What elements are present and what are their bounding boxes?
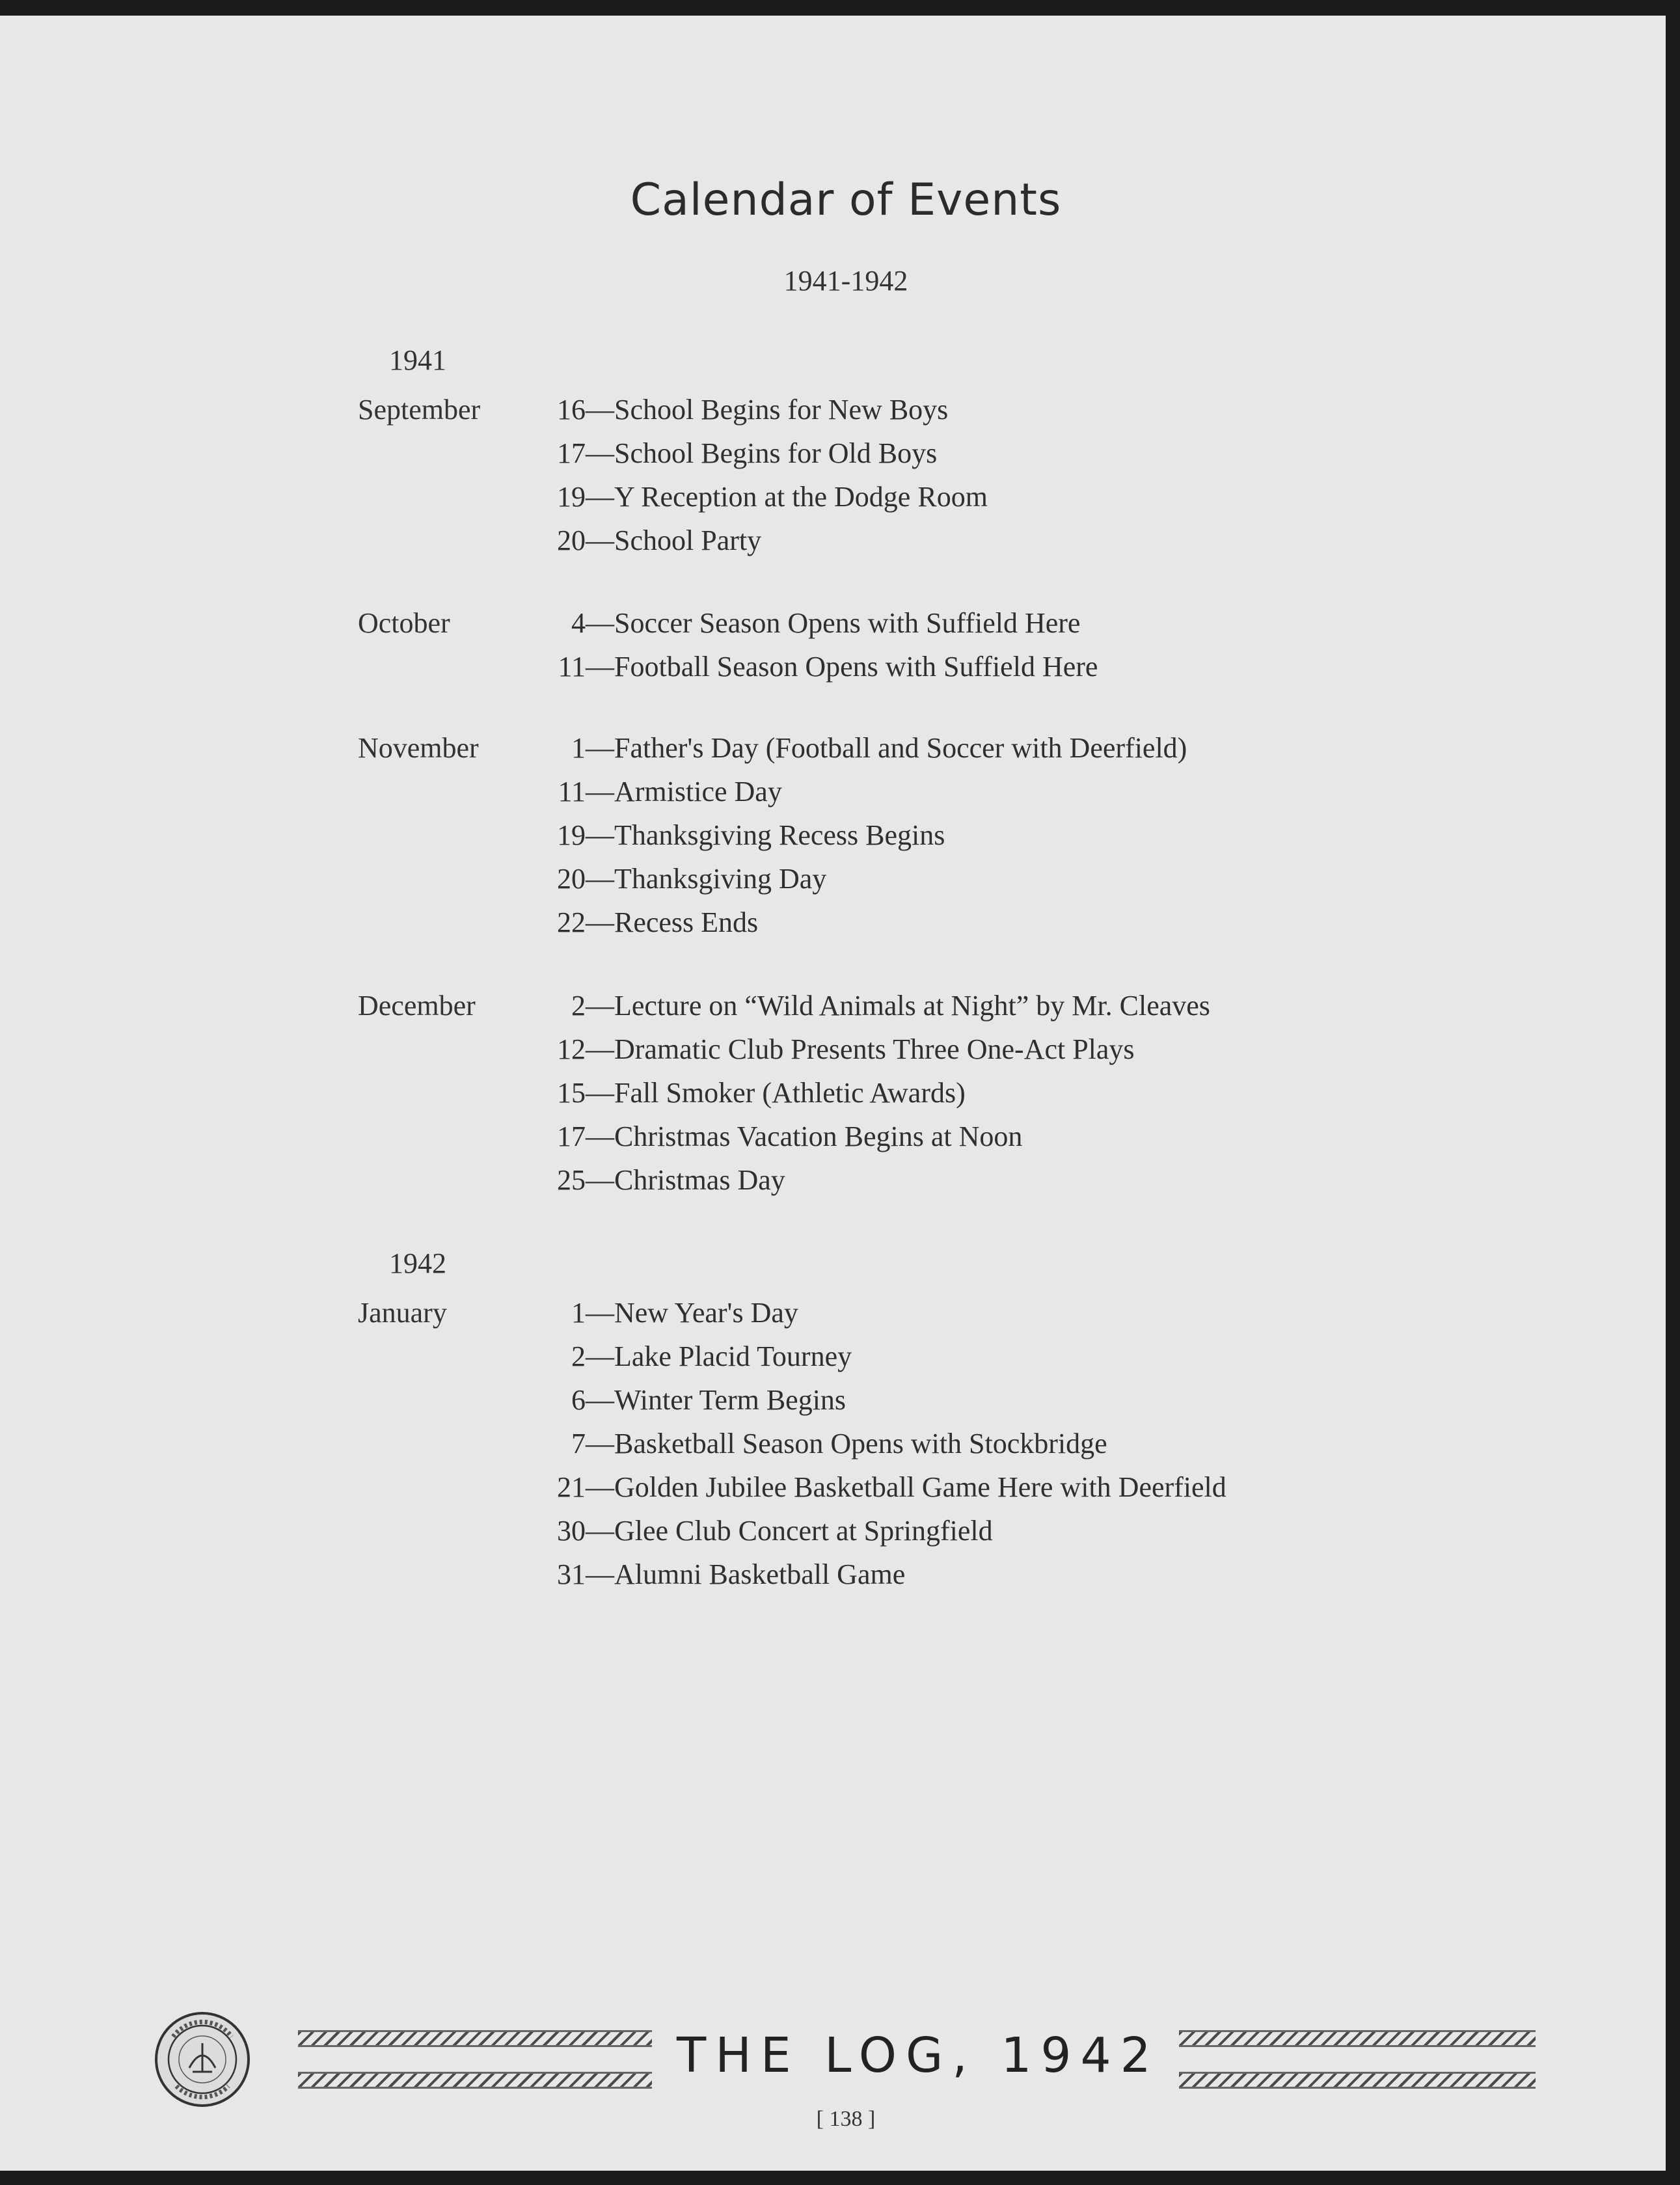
event-item bbox=[514, 650, 1098, 683]
event-text: —Christmas Day bbox=[586, 1164, 785, 1196]
event-text: —Father's Day (Football and Soccer with Deerfield) bbox=[586, 732, 1187, 764]
event-day: 16 bbox=[557, 394, 586, 426]
event-text: —Armistice Day bbox=[586, 776, 782, 808]
rope-border-top-right bbox=[1179, 2030, 1536, 2047]
event-item bbox=[514, 606, 1080, 640]
event-item bbox=[514, 1163, 785, 1197]
event-day: 20 bbox=[557, 863, 586, 895]
event-text: —Christmas Vacation Begins at Noon bbox=[586, 1120, 1023, 1152]
event-item bbox=[514, 775, 782, 808]
event-text: —Alumni Basketball Game bbox=[586, 1558, 906, 1590]
event-text: —Glee Club Concert at Springfield bbox=[586, 1515, 993, 1547]
event-item bbox=[514, 731, 1187, 765]
event-item bbox=[514, 1296, 798, 1329]
event-day: 17 bbox=[557, 1120, 586, 1152]
event-item bbox=[514, 1033, 1135, 1066]
event-text: —Soccer Season Opens with Suffield Here bbox=[586, 607, 1081, 639]
event-text: —Thanksgiving Day bbox=[586, 863, 827, 895]
event-day: 12 bbox=[557, 1033, 586, 1065]
event-item bbox=[514, 906, 758, 939]
event-day: 17 bbox=[557, 437, 586, 469]
event-day: 25 bbox=[557, 1164, 586, 1196]
event-day: 11 bbox=[558, 776, 586, 808]
event-day: 21 bbox=[557, 1471, 586, 1503]
event-text: —School Begins for New Boys bbox=[586, 394, 949, 426]
month-december: December bbox=[358, 990, 476, 1022]
event-day: 2 bbox=[571, 990, 586, 1022]
event-text: —Fall Smoker (Athletic Awards) bbox=[586, 1077, 966, 1109]
event-day: 19 bbox=[557, 819, 586, 851]
page-number: [ 138 ] bbox=[816, 2107, 876, 2131]
rope-border-bottom-right bbox=[1179, 2072, 1536, 2089]
event-text: —Lake Placid Tourney bbox=[586, 1340, 852, 1372]
rope-border-bottom-left bbox=[298, 2072, 652, 2089]
event-item bbox=[514, 862, 826, 895]
event-day: 11 bbox=[558, 651, 586, 683]
event-item bbox=[514, 1514, 993, 1547]
event-item bbox=[514, 1427, 1107, 1460]
event-text: —School Begins for Old Boys bbox=[586, 437, 938, 469]
month-january: January bbox=[358, 1297, 447, 1329]
year-1941: 1941 bbox=[389, 344, 446, 376]
event-item bbox=[514, 524, 761, 557]
page-subtitle: 1941-1942 bbox=[783, 265, 908, 297]
event-day: 2 bbox=[571, 1340, 586, 1372]
event-item bbox=[514, 1558, 905, 1591]
event-text: —Y Reception at the Dodge Room bbox=[586, 481, 988, 513]
event-item bbox=[514, 819, 945, 852]
month-october: October bbox=[358, 607, 450, 639]
event-text: —New Year's Day bbox=[586, 1297, 798, 1329]
event-text: —Football Season Opens with Suffield Here bbox=[586, 651, 1098, 683]
event-text: —Basketball Season Opens with Stockbridge bbox=[586, 1428, 1107, 1459]
event-text: —Dramatic Club Presents Three One-Act Plays bbox=[586, 1033, 1135, 1065]
event-item bbox=[514, 989, 1210, 1022]
event-item bbox=[514, 1471, 1226, 1504]
event-text: —Winter Term Begins bbox=[586, 1384, 847, 1416]
event-day: 20 bbox=[557, 524, 586, 556]
event-item bbox=[514, 480, 988, 513]
footer-title: THE LOG, 1942 bbox=[677, 2028, 1160, 2083]
event-day: 31 bbox=[557, 1558, 586, 1590]
event-day: 15 bbox=[557, 1077, 586, 1109]
event-day: 1 bbox=[571, 1297, 586, 1329]
event-day: 30 bbox=[557, 1515, 586, 1547]
event-item bbox=[514, 1383, 846, 1417]
event-day: 7 bbox=[571, 1428, 586, 1459]
year-1942: 1942 bbox=[389, 1247, 446, 1279]
event-day: 4 bbox=[571, 607, 586, 639]
event-day: 1 bbox=[571, 732, 586, 764]
event-item bbox=[514, 1340, 852, 1373]
event-day: 6 bbox=[571, 1384, 586, 1416]
event-item bbox=[514, 1120, 1022, 1153]
event-text: —Lecture on “Wild Animals at Night” by Mr. Cleaves bbox=[586, 990, 1210, 1022]
event-day: 22 bbox=[557, 906, 586, 938]
event-text: —School Party bbox=[586, 524, 762, 556]
month-november: November bbox=[358, 732, 479, 764]
page-title: Calendar of Events bbox=[630, 174, 1062, 226]
event-day: 19 bbox=[557, 481, 586, 513]
event-text: —Recess Ends bbox=[586, 906, 759, 938]
event-item bbox=[514, 1076, 966, 1109]
event-item bbox=[514, 437, 937, 470]
event-text: —Thanksgiving Recess Begins bbox=[586, 819, 945, 851]
month-september: September bbox=[358, 394, 481, 426]
event-item bbox=[514, 393, 948, 426]
event-text: —Golden Jubilee Basketball Game Here with Deerfield bbox=[586, 1471, 1226, 1503]
rope-border-top-left bbox=[298, 2030, 652, 2047]
seal-emblem-icon bbox=[154, 2011, 251, 2108]
